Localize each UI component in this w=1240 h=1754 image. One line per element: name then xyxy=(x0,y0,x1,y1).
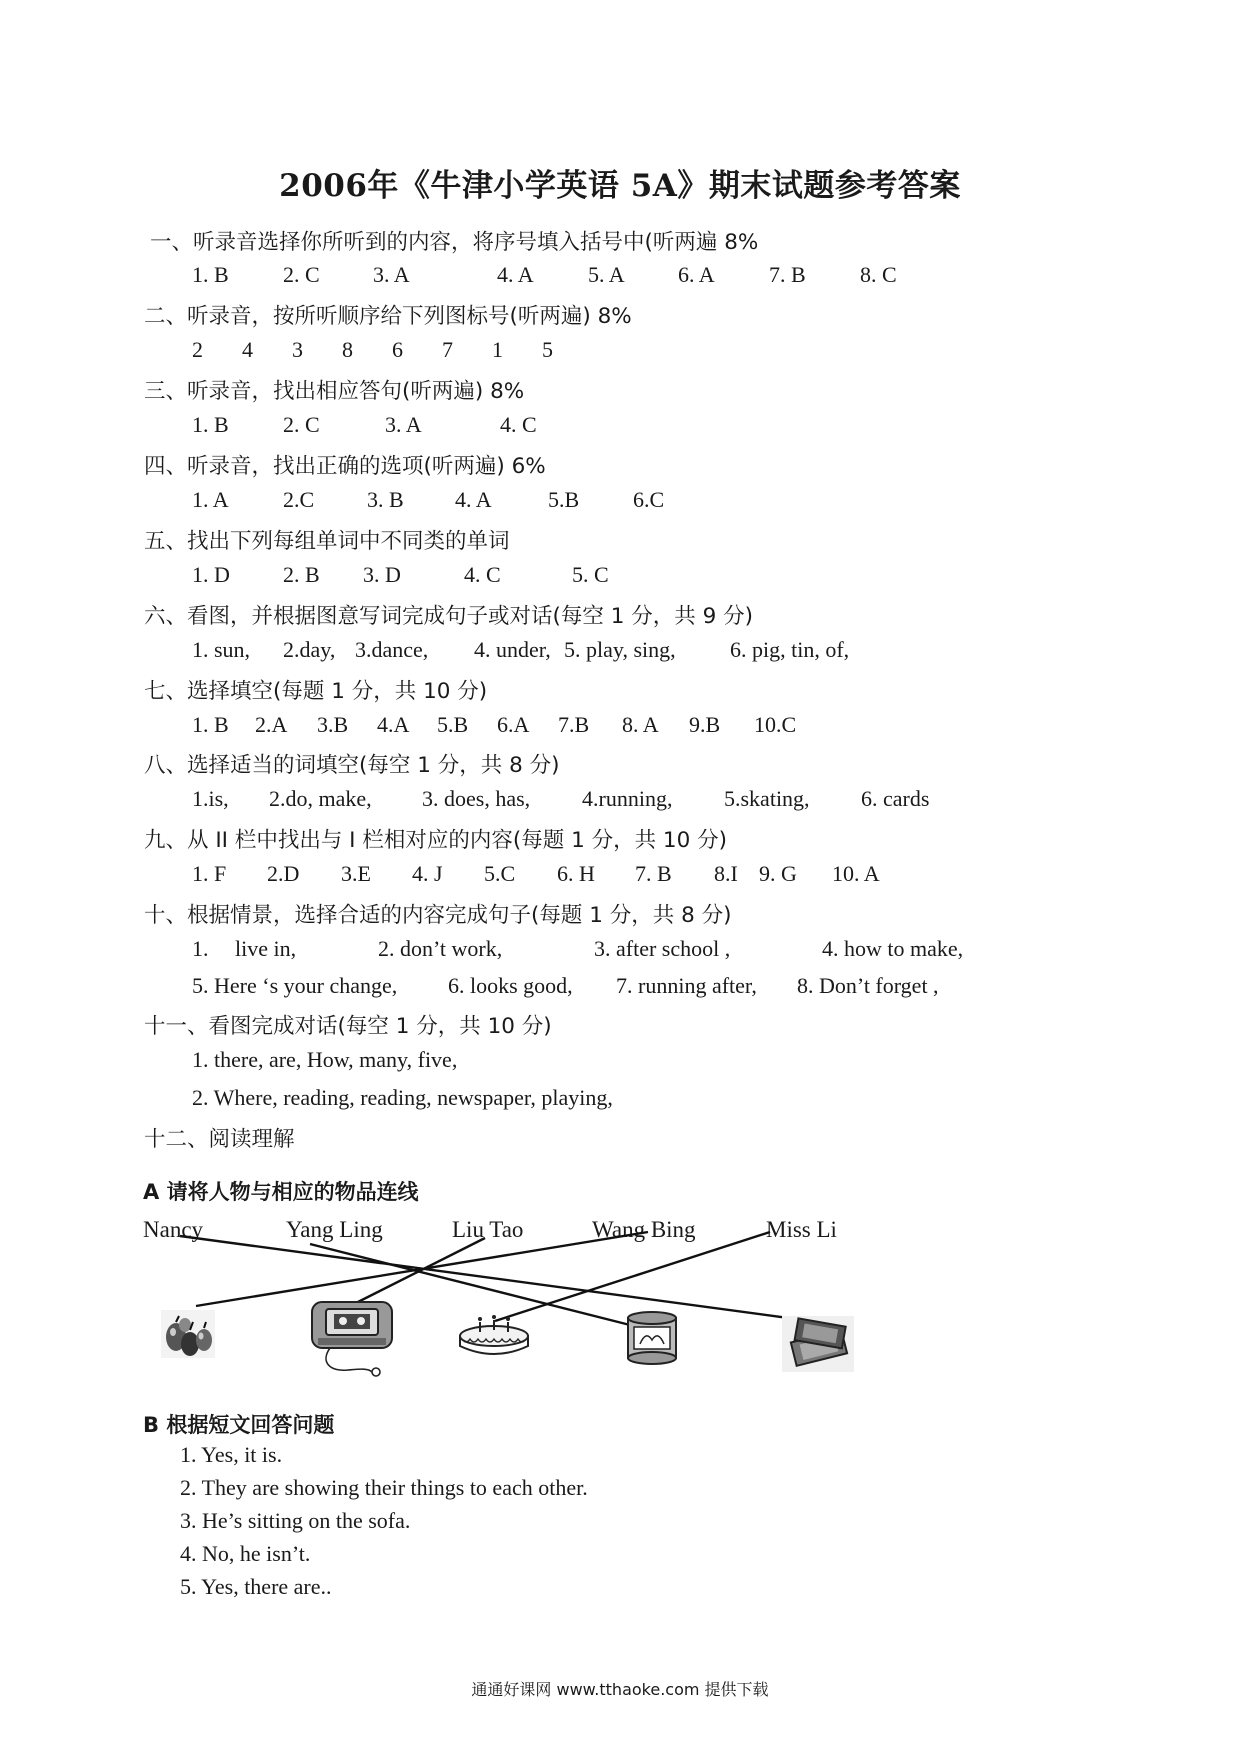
answer: 2.D xyxy=(267,861,300,886)
answer: 5. A xyxy=(588,262,625,287)
answer: 1. A xyxy=(192,487,229,512)
answer: 8. A xyxy=(622,712,659,737)
answer: 3. after school , xyxy=(594,936,731,961)
section-5-heading: 五、找出下列每组单词中不同类的单词 xyxy=(144,529,510,554)
answer: 2. don’t work, xyxy=(378,936,503,961)
section-8-heading: 八、选择适当的词填空(每空 1 分，共 8 分) xyxy=(144,753,560,778)
answer: 8.I xyxy=(714,861,738,886)
answer: 3 xyxy=(292,337,303,362)
footer-credit: 通通好课网 www.tthaoke.com 提供下载 xyxy=(471,1680,769,1699)
tin-icon xyxy=(628,1312,676,1364)
page-title: 2006年《牛津小学英语 5A》期末试题参考答案 xyxy=(279,168,961,204)
answer: 1.is, xyxy=(192,786,229,811)
answer: 2.do, make, xyxy=(269,786,372,811)
answer: 2. C xyxy=(283,262,320,287)
answer: 6.A xyxy=(497,712,530,737)
answer: 7. B xyxy=(769,262,806,287)
answer: 6. pig, tin, of, xyxy=(730,637,850,662)
answer: 3. does, has, xyxy=(422,786,531,811)
name-wang-bing: Wang Bing xyxy=(592,1217,696,1242)
answer: 5 xyxy=(542,337,553,362)
part-b-answer-2: 2. They are showing their things to each other. xyxy=(180,1475,588,1500)
answer: 3. D xyxy=(363,562,401,587)
answer: 10. A xyxy=(832,861,880,886)
answer: 6. H xyxy=(557,861,595,886)
answer: 2.C xyxy=(283,487,315,512)
section-3-heading: 三、听录音，找出相应答句(听两遍) 8% xyxy=(144,379,525,404)
answer: 1. D xyxy=(192,562,230,587)
answer: 6. looks good, xyxy=(448,973,573,998)
answer: 3.B xyxy=(317,712,349,737)
section-6-heading: 六、看图，并根据图意写词完成句子或对话(每空 1 分，共 9 分) xyxy=(144,604,753,629)
answer: 1 xyxy=(492,337,503,362)
answer: 2. B xyxy=(283,562,320,587)
answer: live in, xyxy=(235,936,297,961)
answer: 6. A xyxy=(678,262,715,287)
name-yang-ling: Yang Ling xyxy=(286,1217,383,1242)
match-line-wangbing-fruit xyxy=(196,1232,648,1306)
answer: 9. G xyxy=(759,861,797,886)
section-11-line-2: 2. Where, reading, reading, newspaper, playing, xyxy=(192,1085,613,1110)
answer: 7 xyxy=(442,337,453,362)
answer: 2.day, xyxy=(283,637,336,662)
part-b-answer-4: 4. No, he isn’t. xyxy=(180,1541,311,1566)
cake-icon xyxy=(460,1315,528,1354)
answer: 5.C xyxy=(484,861,516,886)
answer: 1. B xyxy=(192,712,229,737)
answer: 1. F xyxy=(192,861,227,886)
answer: 1. xyxy=(192,936,209,961)
answer: 1. B xyxy=(192,262,229,287)
name-nancy: Nancy xyxy=(143,1217,204,1242)
answer: 7. B xyxy=(635,861,672,886)
answer: 8 xyxy=(342,337,353,362)
answer: 4. A xyxy=(455,487,492,512)
answer: 4. J xyxy=(412,861,443,886)
match-line-nancy-cards xyxy=(180,1236,818,1322)
cassette-player-icon xyxy=(312,1302,392,1376)
name-liu-tao: Liu Tao xyxy=(452,1217,524,1242)
section-12-heading: 十二、阅读理解 xyxy=(144,1127,295,1152)
section-10-heading: 十、根据情景，选择合适的内容完成句子(每题 1 分，共 8 分) xyxy=(144,903,732,928)
answer: 3. A xyxy=(373,262,410,287)
answer: 1. sun, xyxy=(192,637,251,662)
answer: 4. C xyxy=(464,562,501,587)
name-miss-li: Miss Li xyxy=(766,1217,837,1242)
answer: 4.A xyxy=(377,712,410,737)
answer: 2 xyxy=(192,337,203,362)
section-11-heading: 十一、看图完成对话(每空 1 分，共 10 分) xyxy=(144,1014,552,1039)
answer: 7.B xyxy=(558,712,590,737)
answer: 4. C xyxy=(500,412,537,437)
match-line-missli-cake xyxy=(495,1232,770,1321)
part-a-heading: A 请将人物与相应的物品连线 xyxy=(143,1180,419,1204)
answer: 3.E xyxy=(341,861,371,886)
answer: 9.B xyxy=(689,712,721,737)
answer: 2.A xyxy=(255,712,288,737)
answer: 5. Here ‘s your change, xyxy=(192,973,398,998)
answer: 5.B xyxy=(548,487,580,512)
cards-icon xyxy=(782,1316,854,1372)
answer: 6 xyxy=(392,337,403,362)
part-b-heading: B 根据短文回答问题 xyxy=(143,1413,335,1437)
section-1-heading: 一、听录音选择你所听到的内容，将序号填入括号中(听两遍 8% xyxy=(150,230,759,255)
answer: 5.skating, xyxy=(724,786,810,811)
answer: 5.B xyxy=(437,712,469,737)
answer: 4. under, xyxy=(474,637,551,662)
answer: 8. C xyxy=(860,262,897,287)
answer: 5. C xyxy=(572,562,609,587)
answer: 3.dance, xyxy=(355,637,429,662)
answer: 8. Don’t forget , xyxy=(797,973,939,998)
answer: 2. C xyxy=(283,412,320,437)
answer: 1. B xyxy=(192,412,229,437)
answer: 4.running, xyxy=(582,786,673,811)
answer: 10.C xyxy=(754,712,797,737)
part-b-answer-1: 1. Yes, it is. xyxy=(180,1442,283,1467)
answer: 3. A xyxy=(385,412,422,437)
answer: 3. B xyxy=(367,487,404,512)
answer: 4 xyxy=(242,337,253,362)
section-7-heading: 七、选择填空(每题 1 分，共 10 分) xyxy=(144,679,488,704)
answer: 4. A xyxy=(497,262,534,287)
fruit-icon xyxy=(161,1310,215,1358)
section-2-heading: 二、听录音，按所听顺序给下列图标号(听两遍) 8% xyxy=(144,304,632,329)
answer: 7. running after, xyxy=(616,973,757,998)
section-4-heading: 四、听录音，找出正确的选项(听两遍) 6% xyxy=(144,454,546,479)
answer: 6. cards xyxy=(861,786,930,811)
section-11-line-1: 1. there, are, How, many, five, xyxy=(192,1047,458,1072)
part-b-answer-5: 5. Yes, there are.. xyxy=(180,1574,332,1599)
section-9-heading: 九、从 II 栏中找出与 I 栏相对应的内容(每题 1 分，共 10 分) xyxy=(144,828,728,853)
part-b-answer-3: 3. He’s sitting on the sofa. xyxy=(180,1508,411,1533)
answer: 5. play, sing, xyxy=(564,637,676,662)
answer: 4. how to make, xyxy=(822,936,964,961)
answer: 6.C xyxy=(633,487,665,512)
